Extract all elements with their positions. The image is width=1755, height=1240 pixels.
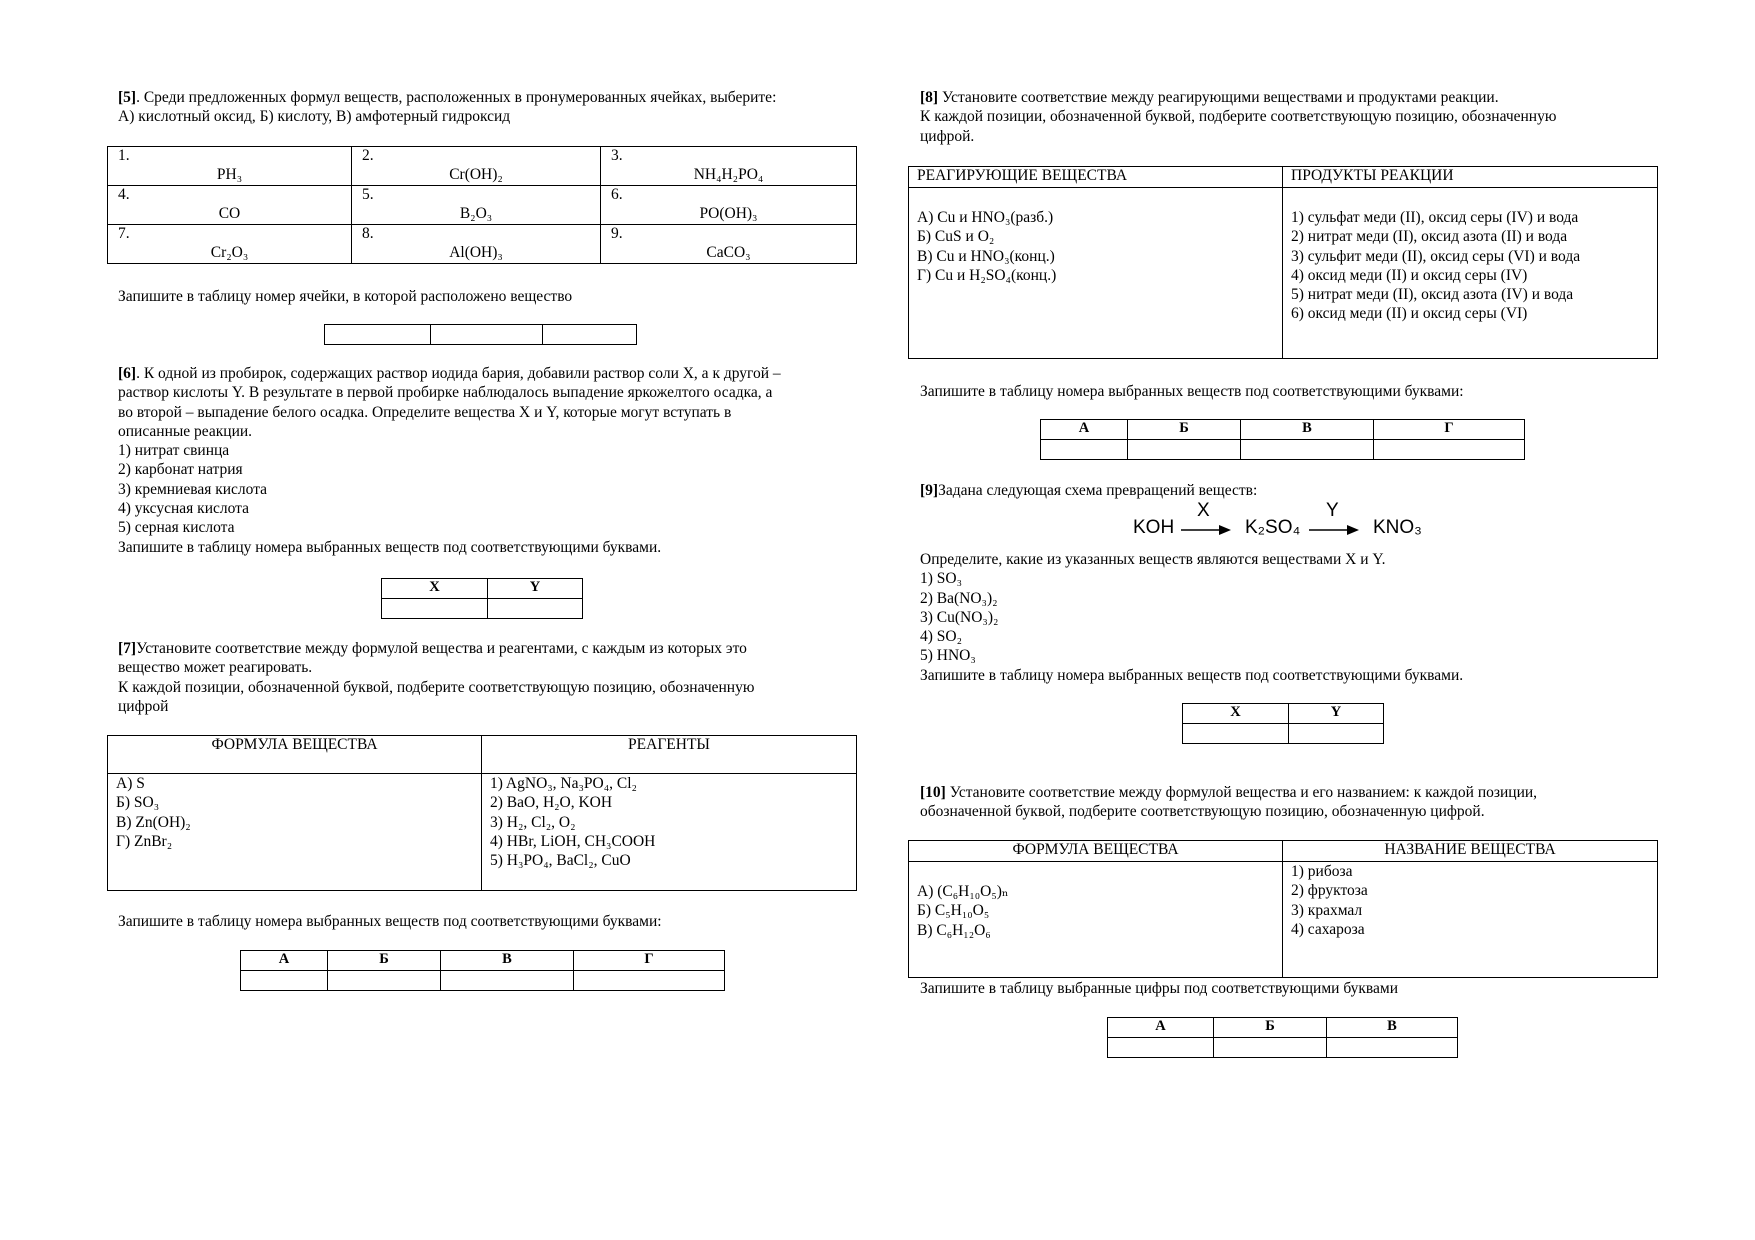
cell-2: 2. Cr(OH)₂ [352,147,601,186]
column-header: РЕАГЕНТЫ [482,736,857,774]
q6-option: 5) серная кислота [118,519,235,537]
cell-7: 7. Cr₂O₃ [108,225,352,264]
name-list: 1) рибоза 2) фруктоза 3) крахмал 4) сахароза [1283,862,1658,978]
answer-cell[interactable] [1241,440,1374,460]
cell-8: 8. Al(OH)₃ [352,225,601,264]
answer-cell[interactable] [488,599,583,619]
arrow-label-y: Y [1326,500,1339,521]
answer-cell[interactable] [1374,440,1525,460]
q6-text: [6]. К одной из пробирок, содержащих раствор иодида бария, добавили раствор соли X, а к другой – раствор кислоты Y. В результате в первой пробирке наблюдалось выпадение яркожелтого осадка, а во второй – выпадение белого осадка. Определите вещества X и Y, которые могут вступать в описанные реакции. 1) нитрат свинца 2) карбонат натрия 3) кремниевая кислота 4) уксусная кислота 5) серная кислота Запишите в таблицу номера выбранных веществ под соответствующими буквами. [118,364,858,557]
q5-text: [5]. Среди предложенных формул веществ, расположенных в пронумерованных ячейках, выберите: А) кислотный оксид, Б) кислоту, В) амфотерный гидроксид [118,89,777,126]
column-header: ПРОДУКТЫ РЕАКЦИИ [1283,167,1658,188]
q6-number: [6] [118,365,137,382]
answer-header: X [382,579,488,599]
q8-text: [8] Установите соответствие между реагирующими веществами и продуктами реакции. К каждой позиции, обозначенной буквой, подберите соответствующую позицию, обозначенную цифрой. [920,89,1557,145]
q6-option: 1) нитрат свинца [118,442,230,460]
cell-4: 4. CO [108,186,352,225]
q5-instruction: Запишите в таблицу номер ячейки, в которой расположено вещество [118,288,573,305]
cell-3: 3. NH₄H₂PO₄ [601,147,857,186]
q9-option: 5) HNO₃ [920,647,976,665]
answer-header: Б [1214,1018,1327,1038]
answer-cell[interactable] [241,971,328,991]
arrow-icon [1181,524,1231,536]
answer-cell[interactable] [543,325,637,345]
answer-header: В [441,951,574,971]
q9-option: 4) SO₂ [920,628,963,646]
q5-number: [5] [118,89,137,106]
q9-option: 1) SO₃ [920,570,963,588]
reagent-list: 1) AgNO₃, Na₃PO₄, Cl₂ 2) BaO, H₂O, KOH 3) H₂, Cl₂, O₂ 4) HBr, LiOH, CH₃COOH 5) H₃PO₄, BaCl₂, CuO [482,774,857,891]
reaction-scheme [1133,500,1433,544]
answer-header: X [1183,704,1289,724]
column-header: РЕАГИРУЮЩИЕ ВЕЩЕСТВА [909,167,1283,188]
column-header: ФОРМУЛА ВЕЩЕСТВА [108,736,482,774]
q7-text: [7]Установите соответствие между формулой вещества и реагентами, с каждым из которых это вещество может реагировать. К каждой позиции, обозначенной буквой, подберите соответствующую позицию, обозначенную цифрой [118,640,755,715]
q9-answer-table [1182,703,1384,744]
cell-9: 9. CaCO₃ [601,225,857,264]
scheme-mid: K₂SO₄ [1245,517,1301,538]
answer-header: А [1041,420,1128,440]
q8-number: [8] [920,89,939,106]
answer-cell[interactable] [1289,724,1384,744]
q7-match-table [107,735,857,891]
products-list: 1) сульфат меди (II), оксид серы (IV) и вода 2) нитрат меди (II), оксид азота (II) и вода 3) сульфит меди (II), оксид серы (VI) и вода 4) оксид меди (II) и оксид серы (IV) 5) нитрат меди (II), оксид азота (IV) и вода 6) оксид меди (II) и оксид серы (VI) [1283,188,1658,359]
answer-cell[interactable] [441,971,574,991]
q5-cells-table [107,146,857,264]
q7-answer-table [240,950,725,991]
answer-header: А [1108,1018,1214,1038]
answer-header: В [1241,420,1374,440]
scheme-end: KNO₃ [1373,517,1422,538]
q8-instruction: Запишите в таблицу номера выбранных веществ под соответствующими буквами: [920,383,1464,400]
answer-header: Г [1374,420,1525,440]
answer-cell[interactable] [1128,440,1241,460]
arrow-icon [1309,524,1359,536]
answer-cell[interactable] [328,971,441,991]
cell-5: 5. B₂O₃ [352,186,601,225]
q9-text: [9]Задана следующая схема превращений веществ: [920,482,1258,499]
q9-number: [9] [920,482,939,499]
answer-cell[interactable] [382,599,488,619]
answer-header: Y [488,579,583,599]
q8-answer-table [1040,419,1525,460]
q6-option: 3) кремниевая кислота [118,480,268,498]
answer-cell[interactable] [1108,1038,1214,1058]
answer-header: Б [1128,420,1241,440]
q10-number: [10] [920,784,946,801]
q7-number: [7] [118,640,137,657]
formula-list: А) S Б) SO₃ В) Zn(OH)₂ Г) ZnBr₂ [108,774,482,891]
answer-header: Y [1289,704,1384,724]
q9-body: Определите, какие из указанных веществ являются веществами X и Y. 1) SO₃ 2) Ba(NO₃)₂ 3) Cu(NO₃)₂ 4) SO₂ 5) HNO₃ Запишите в таблицу номера выбранных веществ под соответствующими буквами. [920,551,1464,684]
q10-match-table [908,840,1658,978]
q9-option: 2) Ba(NO₃)₂ [920,589,998,607]
answer-cell[interactable] [1214,1038,1327,1058]
q10-instruction: Запишите в таблицу выбранные цифры под соответствующими буквами [920,980,1398,997]
q10-text: [10] Установите соответствие между формулой вещества и его названием: к каждой позиции, обозначенной буквой, подберите соответствующую позицию, обозначенную цифрой. [920,784,1538,821]
q6-option: 4) уксусная кислота [118,500,249,518]
formula-list: А) (C₆H₁₀O₅)ₙ Б) C₅H₁₀O₅ В) C₆H₁₂O₆ [909,862,1283,978]
q6-answer-table [381,578,583,619]
q8-match-table [908,166,1658,359]
answer-cell[interactable] [1183,724,1289,744]
answer-header: А [241,951,328,971]
column-header: ФОРМУЛА ВЕЩЕСТВА [909,841,1283,862]
answer-header: В [1327,1018,1458,1038]
arrow-label-x: X [1197,500,1210,521]
scheme-start: KOH [1133,517,1175,538]
answer-cell[interactable] [325,325,431,345]
answer-cell[interactable] [1041,440,1128,460]
cell-6: 6. PO(OH)₃ [601,186,857,225]
column-header: НАЗВАНИЕ ВЕЩЕСТВА [1283,841,1658,862]
cell-1: 1. PH₃ [108,147,352,186]
q9-option: 3) Cu(NO₃)₂ [920,608,999,626]
reactants-list: А) Cu и HNO₃(разб.) Б) CuS и O₂ В) Cu и HNO₃(конц.) Г) Cu и H₂SO₄(конц.) [909,188,1283,359]
answer-header: Г [574,951,725,971]
answer-cell[interactable] [1327,1038,1458,1058]
q7-instruction: Запишите в таблицу номера выбранных веществ под соответствующими буквами: [118,913,662,930]
answer-header: Б [328,951,441,971]
q6-option: 2) карбонат натрия [118,461,243,479]
answer-cell[interactable] [431,325,543,345]
q10-answer-table [1107,1017,1458,1058]
q5-answer-table [324,324,637,345]
answer-cell[interactable] [574,971,725,991]
